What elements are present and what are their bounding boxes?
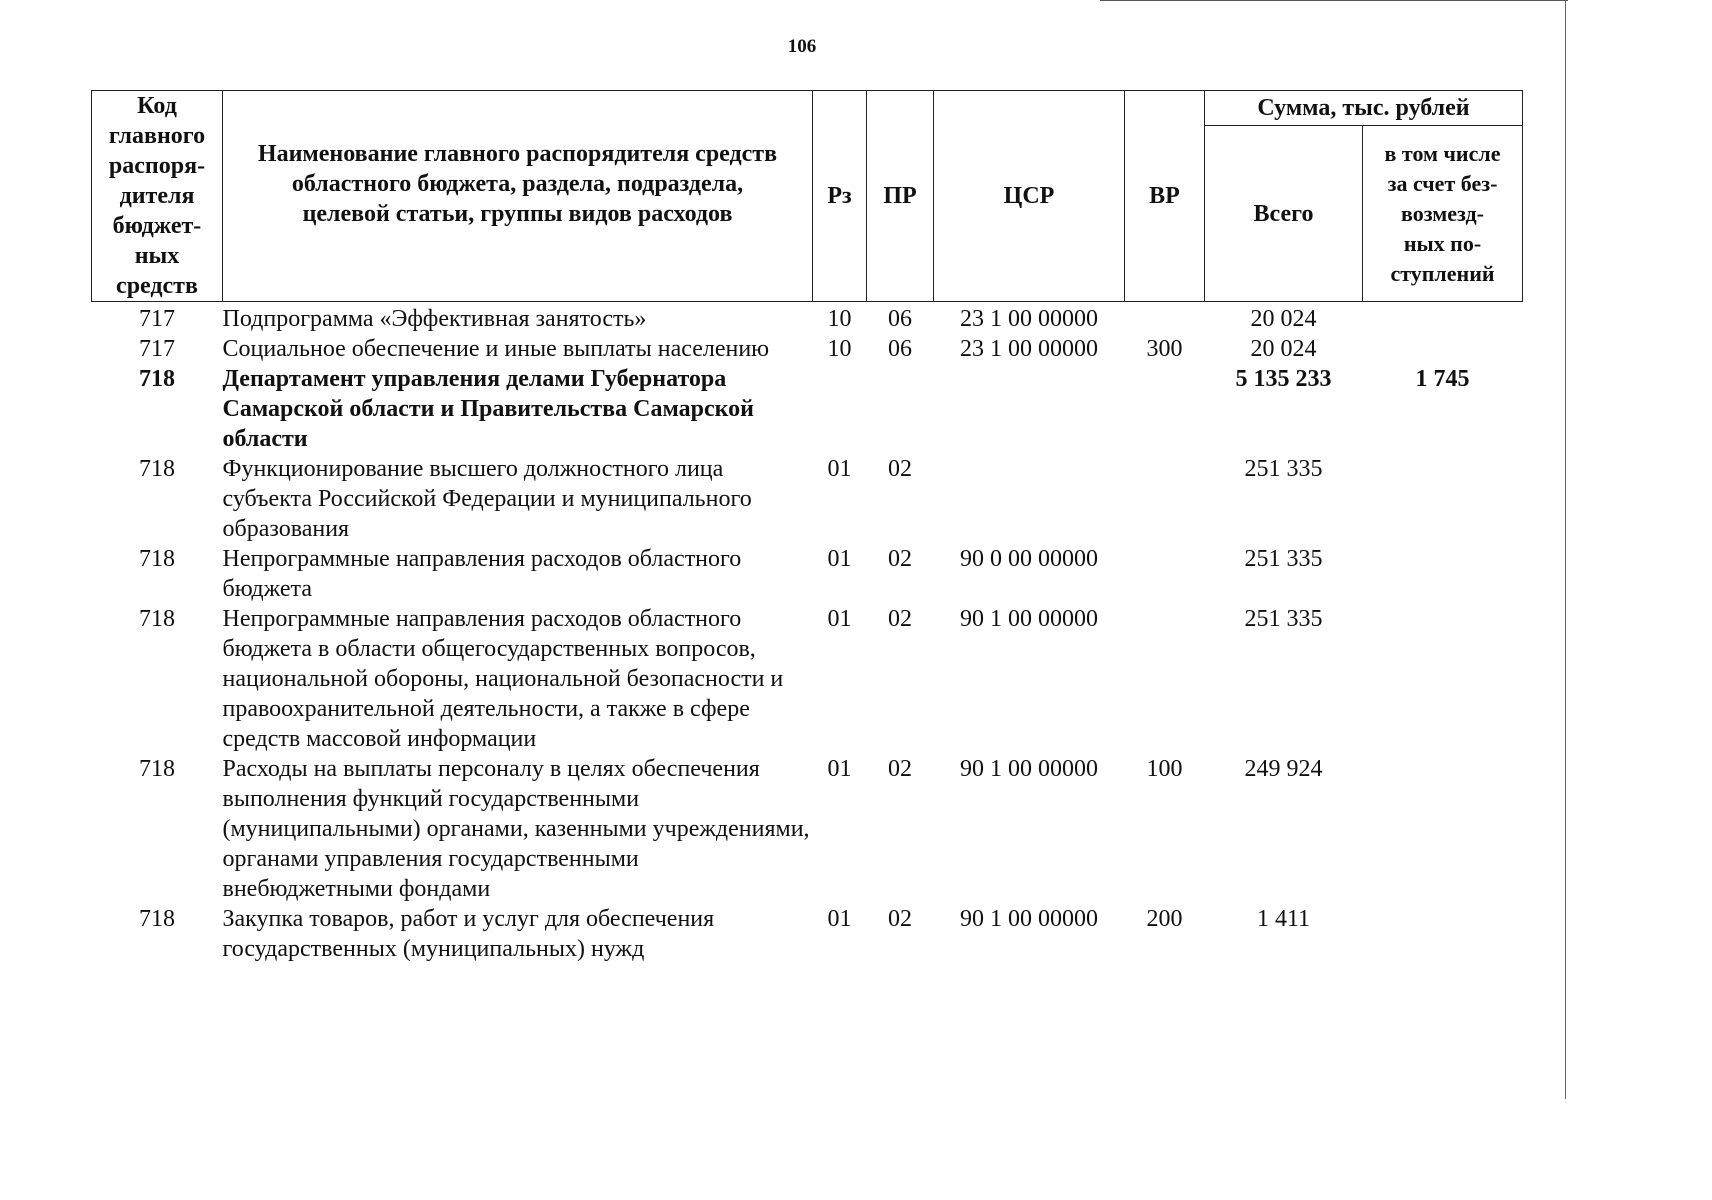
header-csr: ЦСР xyxy=(934,91,1125,302)
cell-rz: 01 xyxy=(827,456,852,482)
header-total: Всего xyxy=(1205,126,1363,302)
scan-edge-right xyxy=(1565,0,1566,1099)
page-number: 106 xyxy=(787,36,817,57)
cell-code: 718 xyxy=(139,366,175,392)
cell-pr: 02 xyxy=(888,606,912,632)
cell-rz: 01 xyxy=(827,906,852,932)
table-row xyxy=(92,364,1523,454)
cell-code: 717 xyxy=(139,336,175,362)
cell-total: 20 024 xyxy=(1250,306,1317,332)
cell-vr: 200 xyxy=(1146,906,1183,932)
cell-code: 718 xyxy=(139,456,175,482)
cell-incl: 1 745 xyxy=(1415,366,1470,392)
header-pr: ПР xyxy=(867,91,934,302)
header-sum: Сумма, тыс. рублей xyxy=(1205,91,1523,126)
cell-total: 251 335 xyxy=(1244,456,1323,482)
cell-pr: 06 xyxy=(888,336,912,362)
cell-vr: 100 xyxy=(1146,756,1183,782)
cell-incl xyxy=(1363,544,1523,604)
cell-total: 251 335 xyxy=(1244,546,1323,572)
cell-rz: 01 xyxy=(827,606,852,632)
cell-csr xyxy=(934,454,1125,544)
header-code: Код главного распоря- дителя бюджет- ных средств xyxy=(92,91,223,302)
cell-vr xyxy=(1125,454,1205,544)
cell-csr: 90 1 00 00000 xyxy=(960,756,1098,782)
cell-name: Непрограммные направления расходов областного бюджета в области общегосударственных вопросов, национальной обороны, национальной безопасности и правоохранительной деятельности, а также в сфере средств массовой информации xyxy=(222,606,784,752)
cell-code: 718 xyxy=(139,906,175,932)
table-row xyxy=(92,904,1523,964)
cell-csr: 23 1 00 00000 xyxy=(960,336,1098,362)
cell-vr xyxy=(1125,544,1205,604)
cell-total: 5 135 233 xyxy=(1235,366,1332,392)
cell-rz: 01 xyxy=(827,756,852,782)
cell-csr: 90 1 00 00000 xyxy=(960,906,1098,932)
cell-name: Непрограммные направления расходов областного бюджета xyxy=(222,546,742,602)
header-rz: Рз xyxy=(813,91,867,302)
table-row xyxy=(92,334,1523,364)
cell-pr: 02 xyxy=(888,546,912,572)
cell-name: Подпрограмма «Эффективная занятость» xyxy=(222,306,647,332)
cell-total: 251 335 xyxy=(1244,606,1323,632)
cell-pr xyxy=(867,364,934,454)
cell-name: Департамент управления делами Губернатора Самарской области и Правительства Самарской области xyxy=(222,366,754,452)
cell-incl xyxy=(1363,334,1523,364)
cell-vr xyxy=(1125,364,1205,454)
cell-rz xyxy=(813,364,867,454)
cell-csr xyxy=(934,364,1125,454)
cell-name: Функционирование высшего должностного лица субъекта Российской Федерации и муниципального образования xyxy=(222,456,752,542)
cell-name: Закупка товаров, работ и услуг для обеспечения государственных (муниципальных) нужд xyxy=(222,906,715,962)
cell-incl xyxy=(1363,754,1523,904)
cell-incl xyxy=(1363,454,1523,544)
cell-incl xyxy=(1363,302,1523,335)
cell-code: 718 xyxy=(139,756,175,782)
cell-code: 718 xyxy=(139,606,175,632)
cell-name: Социальное обеспечение и иные выплаты населению xyxy=(222,336,770,362)
cell-code: 717 xyxy=(139,306,175,332)
cell-total: 249 924 xyxy=(1244,756,1323,782)
scan-edge-top xyxy=(1100,0,1568,1)
cell-csr: 90 0 00 00000 xyxy=(960,546,1098,572)
cell-total: 20 024 xyxy=(1250,336,1317,362)
header-vr: ВР xyxy=(1125,91,1205,302)
table-row xyxy=(92,604,1523,754)
cell-csr: 23 1 00 00000 xyxy=(960,306,1098,332)
cell-incl xyxy=(1363,904,1523,964)
cell-csr: 90 1 00 00000 xyxy=(960,606,1098,632)
cell-vr xyxy=(1125,604,1205,754)
table-row xyxy=(92,754,1523,904)
cell-rz: 01 xyxy=(827,546,852,572)
cell-name: Расходы на выплаты персоналу в целях обеспечения выполнения функций государственными (муниципальными) органами, казенными учреждениями, органами управления государственными внебюджетными фондами xyxy=(222,756,810,902)
cell-pr: 02 xyxy=(888,756,912,782)
cell-pr: 02 xyxy=(888,456,912,482)
cell-pr: 02 xyxy=(888,906,912,932)
cell-total: 1 411 xyxy=(1256,906,1311,932)
cell-incl xyxy=(1363,604,1523,754)
cell-rz: 10 xyxy=(827,306,852,332)
cell-vr xyxy=(1125,302,1205,335)
header-incl: в том числе за счет без- возмезд- ных по- ступлений xyxy=(1363,126,1523,302)
cell-vr: 300 xyxy=(1146,336,1183,362)
cell-pr: 06 xyxy=(888,306,912,332)
cell-rz: 10 xyxy=(827,336,852,362)
header-name: Наименование главного распорядителя средств областного бюджета, раздела, подраздела, целевой статьи, группы видов расходов xyxy=(223,91,813,302)
budget-table xyxy=(91,90,1523,964)
table-row xyxy=(92,454,1523,544)
cell-code: 718 xyxy=(139,546,175,572)
table-row xyxy=(92,544,1523,604)
table-row xyxy=(92,302,1523,335)
